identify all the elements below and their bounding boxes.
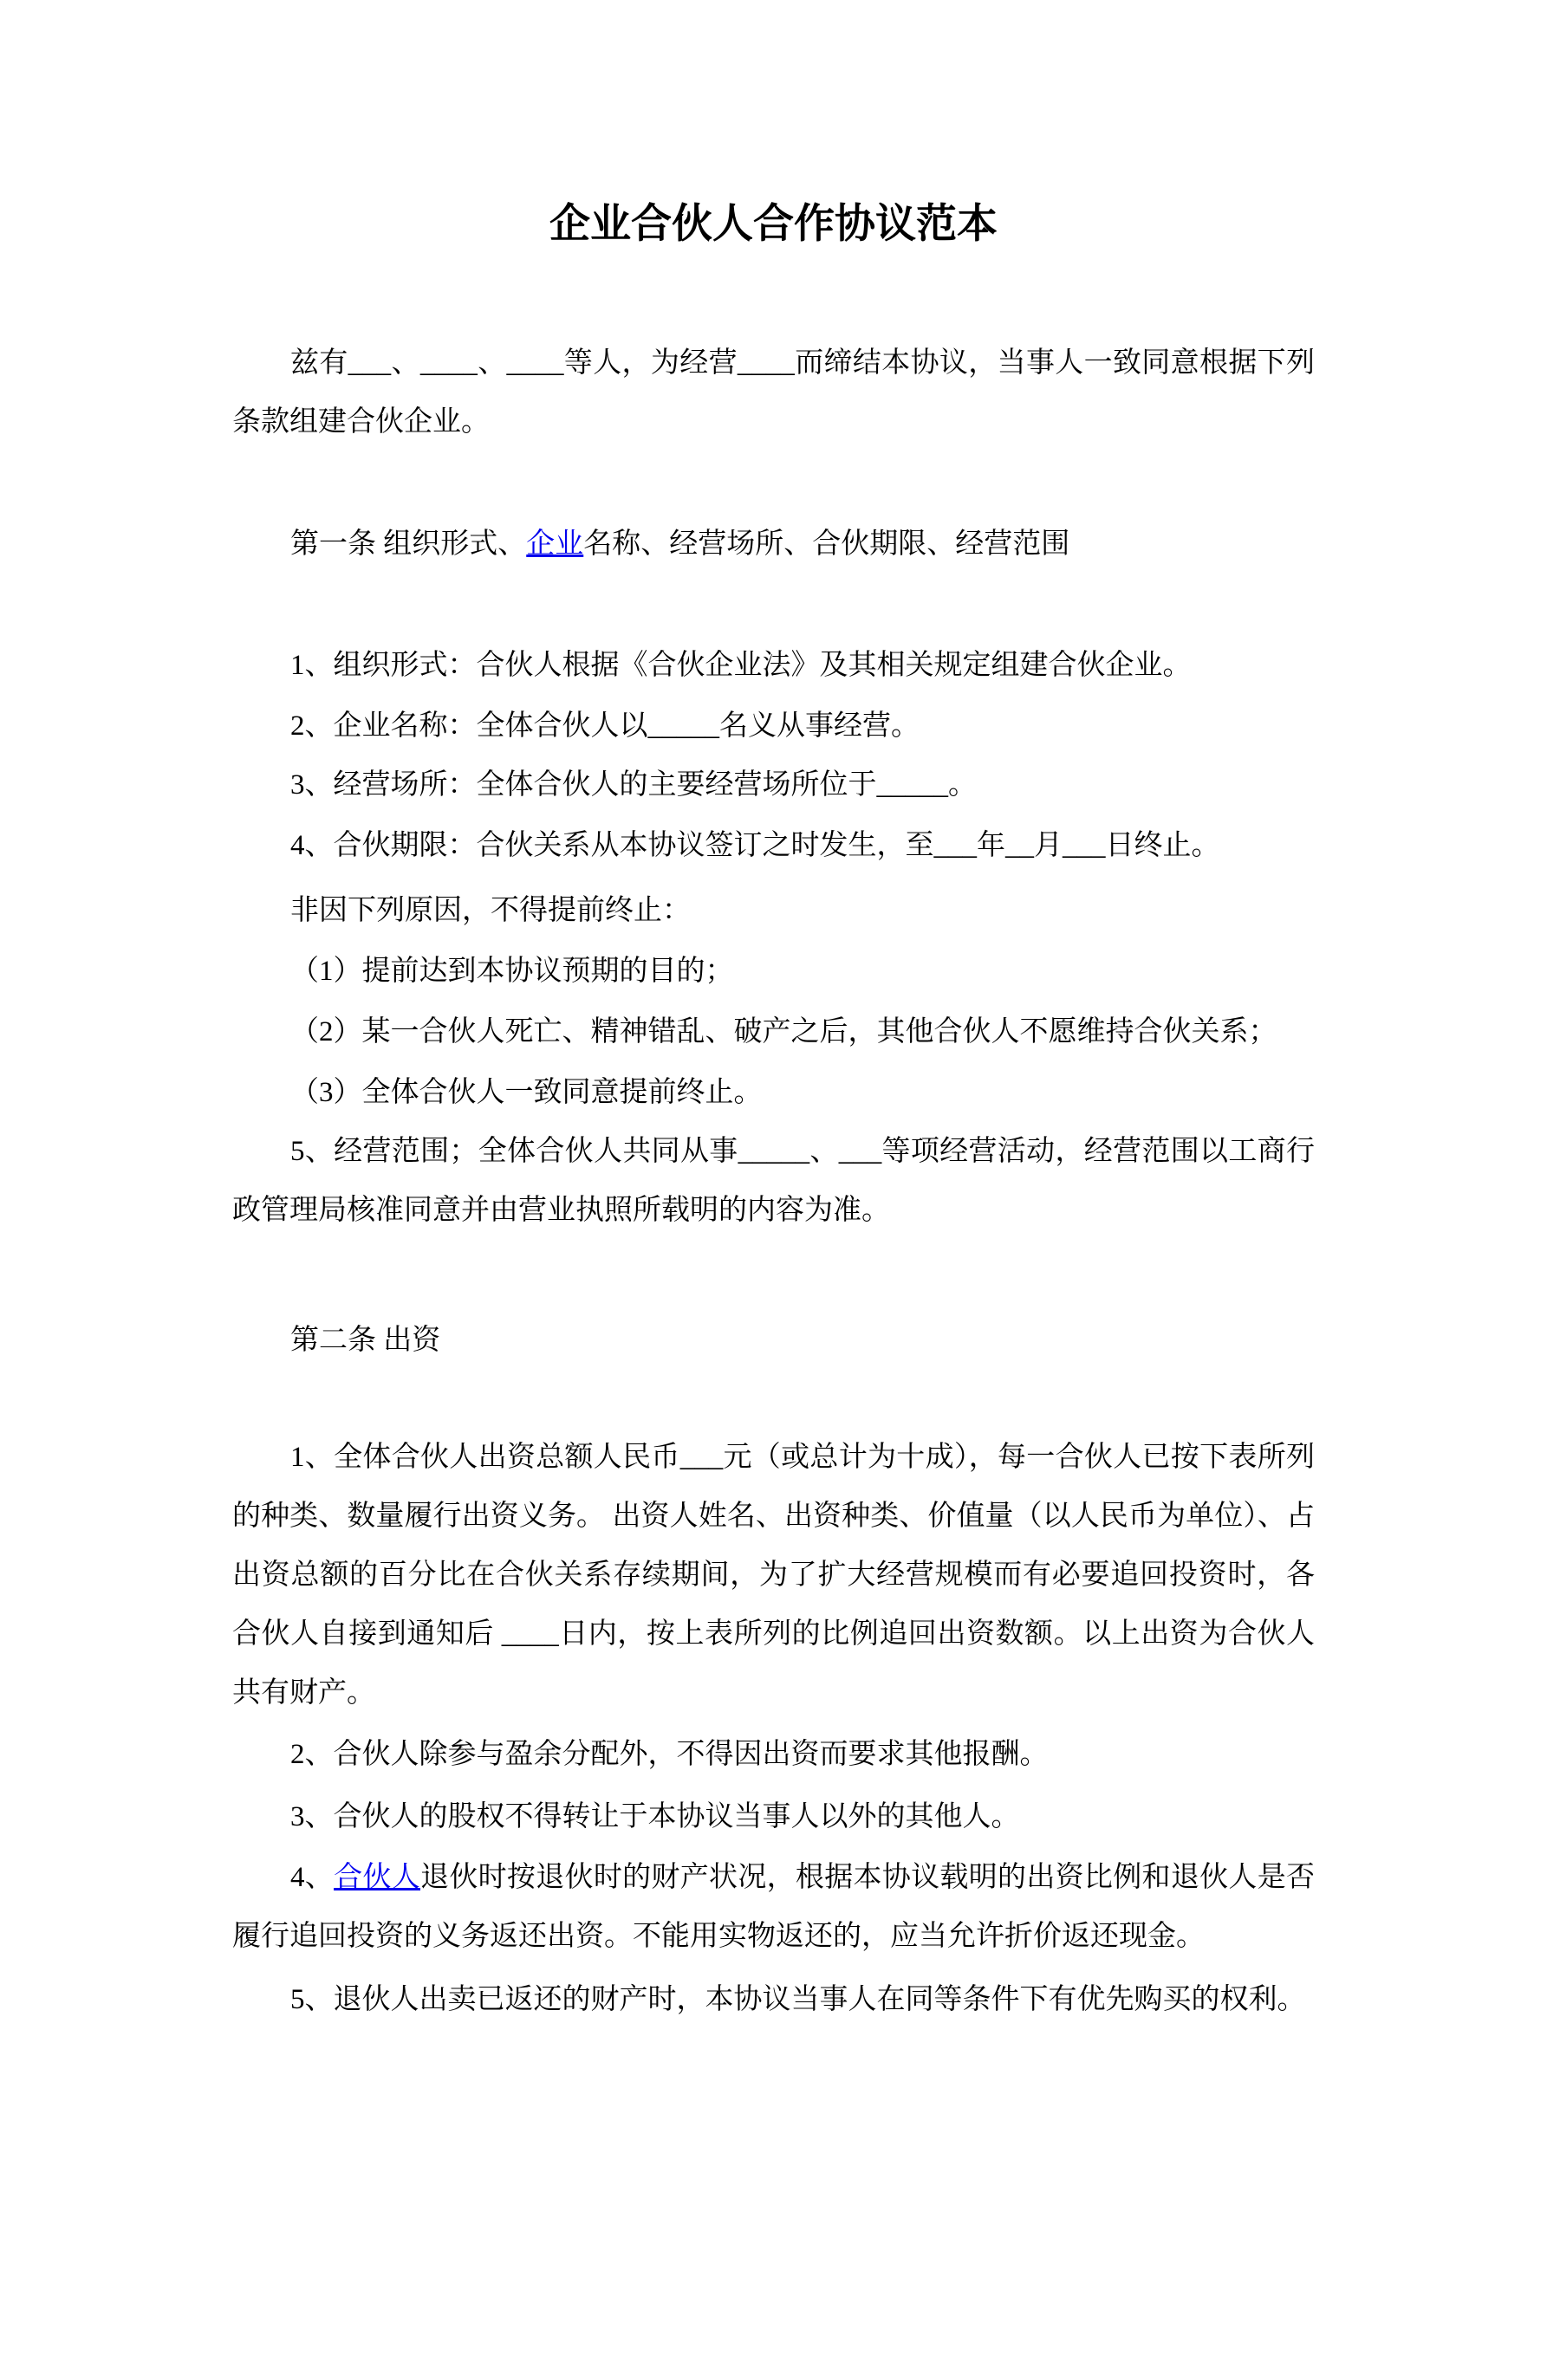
article-1-heading-post: 名称、经营场所、合伙期限、经营范围 [583, 529, 1070, 560]
article-1-item-4: 4、合伙期限：合伙关系从本协议签订之时发生，至___年__月___日终止。 [290, 830, 1220, 861]
article-2-item-5: 5、退伙人出卖已返还的财产时，本协议当事人在同等条件下有优先购买的权利。 [290, 1984, 1306, 2015]
article-1-item-3: 3、经营场所：全体合伙人的主要经营场所位于_____。 [290, 769, 977, 801]
article-1-termination-reason-2: （2）某一合伙人死亡、精神错乱、破产之后，其他合伙人不愿维持合伙关系； [290, 1016, 1277, 1047]
article-2-item-3: 3、合伙人的股权不得转让于本协议当事人以外的其他人。 [290, 1801, 1020, 1832]
article-1-termination-reason-1: （1）提前达到本协议预期的目的； [290, 956, 734, 987]
article-1-heading-pre: 第一条 组织形式、 [290, 529, 527, 560]
article-2-item-4 [232, 1848, 1315, 1966]
link-enterprise[interactable]: 企业 [526, 529, 584, 560]
document-body [232, 194, 1315, 2029]
article-2-heading: 第二条 出资 [290, 1325, 441, 1356]
document-title: 企业合伙人合作协议范本 [549, 202, 998, 247]
article-2-item-2: 2、合伙人除参与盈余分配外，不得因出资而要求其他报酬。 [290, 1739, 1049, 1770]
article-1-item-1: 1、组织形式：合伙人根据《合伙企业法》及其相关规定组建合伙企业。 [290, 650, 1192, 681]
document-page [0, 194, 1547, 2380]
article-2-item-4-pre: 4、 [290, 1862, 335, 1893]
intro-paragraph: 兹有___、____、____等人，为经营____而缔结本协议，当事人一致同意根据下列条款组建合伙企业。 [232, 347, 1315, 438]
article-1-item-5: 5、经营范围；全体合伙人共同从事_____、___等项经营活动，经营范围以工商行政管理局核准同意并由营业执照所载明的内容为准。 [232, 1136, 1315, 1226]
article-1-heading [232, 515, 1315, 574]
link-partner[interactable]: 合伙人 [334, 1862, 421, 1893]
article-2-item-1: 1、全体合伙人出资总额人民币___元（或总计为十成），每一合伙人已按下表所列的种类、数量履行出资义务。 出资人姓名、出资种类、价值量（以人民币为单位）、占出资总额的百分比在合伙关系存续期间，为了扩大经营规模而有必要追回投资时，各合伙人自接到通知后 ____日内，按上表所列的比例追回出资数额。以上出资为合伙人共有财产。 [232, 1442, 1315, 1709]
article-2-item-4-post: 退伙时按退伙时的财产状况，根据本协议载明的出资比例和退伙人是否履行追回投资的义务返还出资。不能用实物返还的，应当允许折价返还现金。 [232, 1862, 1316, 1952]
article-1-termination-intro: 非因下列原因，不得提前终止： [290, 895, 691, 926]
article-1-termination-reason-3: （3）全体合伙人一致同意提前终止。 [290, 1077, 763, 1108]
article-1-item-2: 2、企业名称：全体合伙人以_____名义从事经营。 [290, 710, 920, 742]
